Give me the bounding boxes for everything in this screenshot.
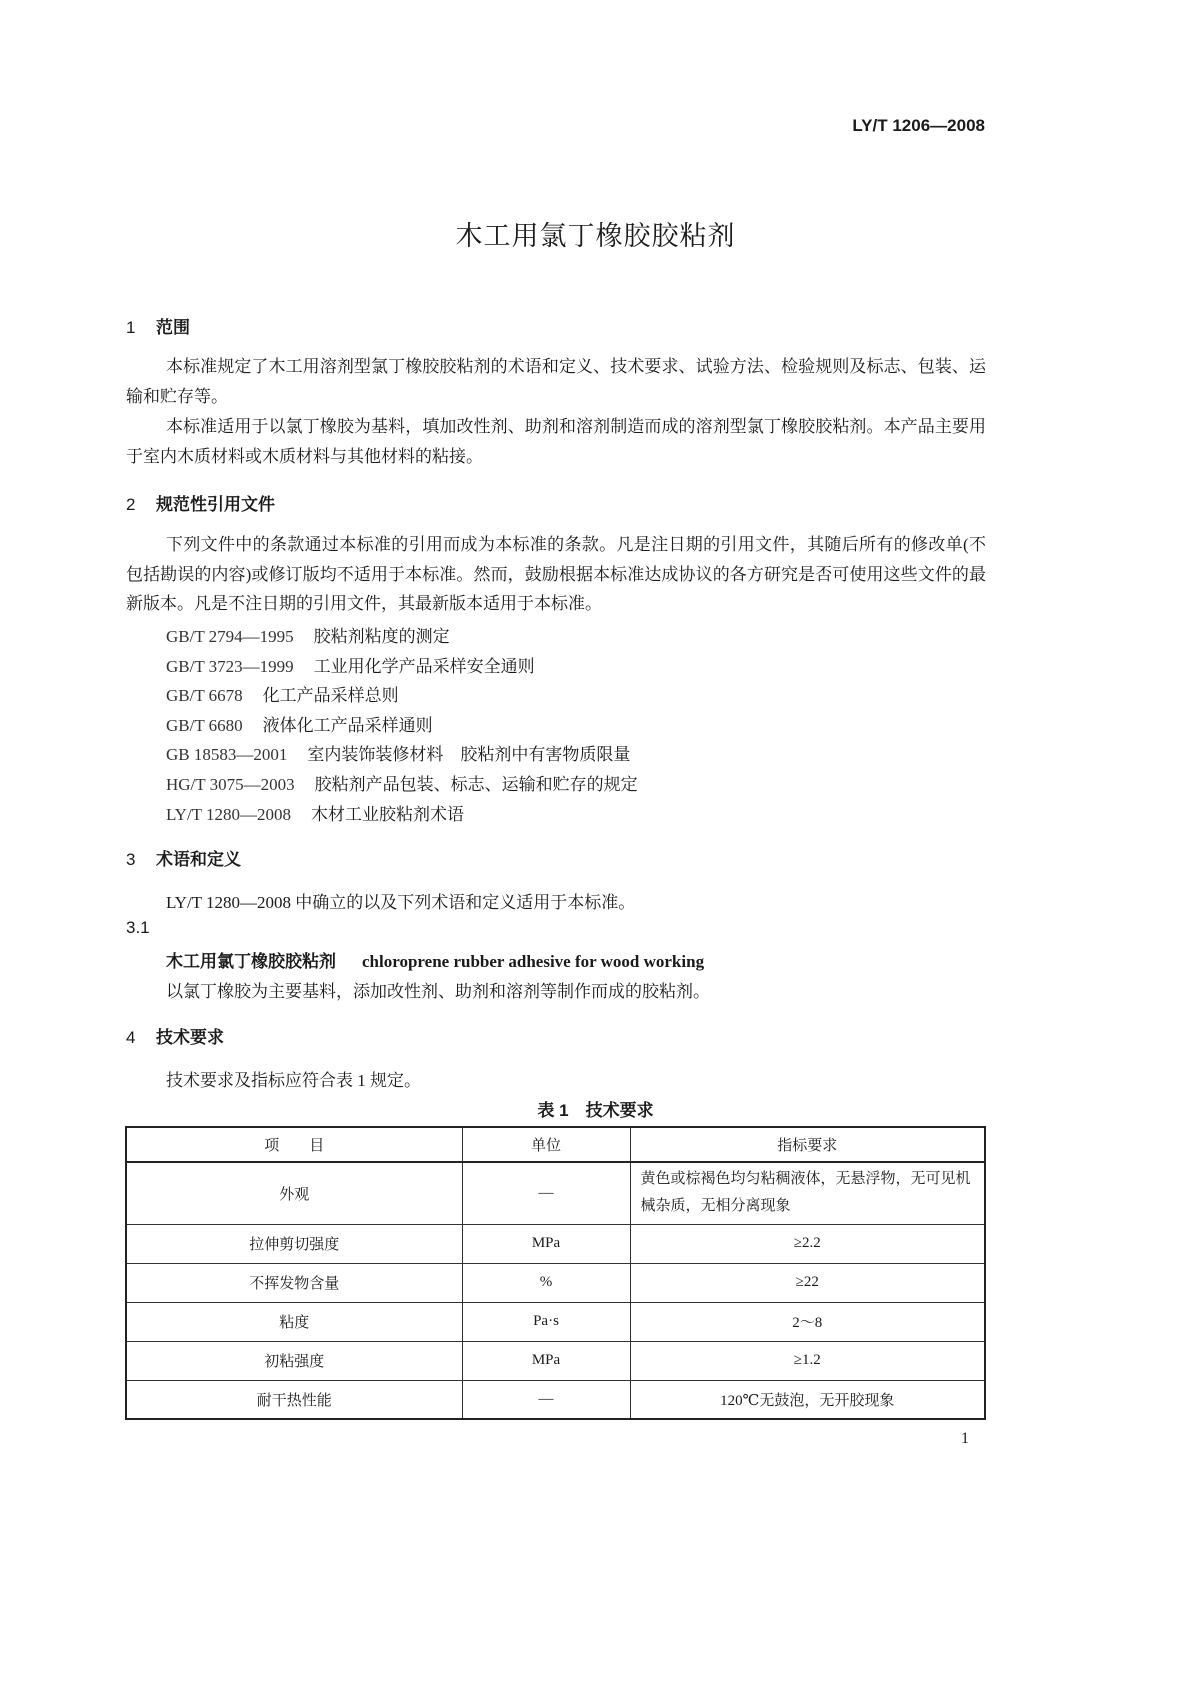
table-row: [126, 1263, 985, 1302]
cell: —: [462, 1162, 630, 1224]
section-title: 技术要求: [156, 1028, 224, 1047]
cell: 拉伸剪切强度: [126, 1224, 462, 1263]
table-row: [126, 1302, 985, 1341]
reference-code: GB/T 6678: [166, 686, 243, 705]
section-4-heading: [126, 1023, 224, 1048]
table-caption: 表 1 技术要求: [537, 1101, 654, 1120]
cell: 粘度: [126, 1302, 462, 1341]
standard-code: LY/T 1206—2008: [852, 116, 985, 135]
section-2-heading: [126, 490, 275, 515]
reference-name: 胶粘剂产品包装、标志、运输和贮存的规定: [314, 775, 638, 794]
cell: 初粘强度: [126, 1341, 462, 1380]
reference-code: GB/T 2794—1995: [166, 627, 294, 646]
cell: ≥2.2: [630, 1224, 985, 1263]
reference-item: [166, 711, 433, 736]
reference-name: 液体化工产品采样通则: [262, 716, 433, 735]
reference-item: [166, 652, 535, 677]
cell: ≥22: [630, 1263, 985, 1302]
reference-code: LY/T 1280—2008: [166, 805, 292, 824]
section-title: 规范性引用文件: [156, 495, 275, 514]
term-definition: 以氯丁橡胶为主要基料，添加改性剂、助剂和溶剂等制作而成的胶粘剂。: [166, 982, 710, 1001]
cell: 不挥发物含量: [126, 1263, 462, 1302]
table-row: [126, 1341, 985, 1380]
paragraph: 下列文件中的条款通过本标准的引用而成为本标准的条款。凡是注日期的引用文件，其随后所有的修改单(不包括勘误的内容)或修订版均不适用于本标准。然而，鼓励根据本标准达成协议的各方研究是否可使用这些文件的最新版本。凡是不注日期的引用文件，其最新版本适用于本标准。: [126, 535, 986, 613]
cell: MPa: [462, 1224, 630, 1263]
document-title: 木工用氯丁橡胶胶粘剂: [455, 221, 736, 251]
section-number: 2: [126, 495, 136, 514]
cell: 耐干热性能: [126, 1380, 462, 1419]
reference-name: 工业用化学产品采样安全通则: [313, 657, 535, 676]
reference-item: [166, 740, 630, 765]
reference-name: 木材工业胶粘剂术语: [311, 805, 465, 824]
table-row: [126, 1162, 985, 1224]
table-header-row: [126, 1127, 985, 1162]
reference-item: [166, 622, 450, 647]
cell: ≥1.2: [630, 1341, 985, 1380]
page-number: 1: [961, 1430, 969, 1447]
term-zh: 木工用氯丁橡胶胶粘剂: [166, 952, 336, 971]
cell: MPa: [462, 1341, 630, 1380]
paragraph: LY/T 1280—2008 中确立的以及下列术语和定义适用于本标准。: [166, 893, 636, 912]
cell: 2～8: [630, 1302, 985, 1341]
table-row: [126, 1224, 985, 1263]
term-en: chloroprene rubber adhesive for wood working: [362, 952, 705, 971]
term: [166, 947, 704, 972]
cell: 外观: [126, 1162, 462, 1224]
section-number: 4: [126, 1028, 136, 1047]
header-cell: 单位: [462, 1127, 630, 1162]
section-title: 术语和定义: [156, 850, 241, 869]
subsection-number: 3.1: [126, 918, 150, 937]
reference-item: [166, 770, 638, 795]
reference-name: 室内装饰装修材料 胶粘剂中有害物质限量: [307, 745, 631, 764]
reference-item: [166, 800, 464, 825]
cell: %: [462, 1263, 630, 1302]
paragraph: 本标准规定了木工用溶剂型氯丁橡胶胶粘剂的术语和定义、技术要求、试验方法、检验规则及标志、包装、运输和贮存等。: [126, 357, 986, 406]
reference-code: GB/T 3723—1999: [166, 657, 294, 676]
paragraph: 本标准适用于以氯丁橡胶为基料，填加改性剂、助剂和溶剂制造而成的溶剂型氯丁橡胶胶粘剂。本产品主要用于室内木质材料或木质材料与其他材料的粘接。: [126, 417, 986, 466]
section-1-heading: [126, 313, 190, 338]
paragraph: 技术要求及指标应符合表 1 规定。: [166, 1071, 421, 1090]
section-number: 1: [126, 318, 136, 337]
cell: Pa·s: [462, 1302, 630, 1341]
cell: —: [462, 1380, 630, 1419]
reference-code: HG/T 3075—2003: [166, 775, 295, 794]
table-row: [126, 1380, 985, 1419]
reference-name: 化工产品采样总则: [262, 686, 399, 705]
section-3-heading: [126, 845, 241, 870]
reference-code: GB/T 6680: [166, 716, 243, 735]
requirements-table: [125, 1126, 986, 1420]
reference-code: GB 18583—2001: [166, 745, 288, 764]
cell: 120℃无鼓泡，无开胶现象: [630, 1380, 985, 1419]
header-cell: 指标要求: [630, 1127, 985, 1162]
section-number: 3: [126, 850, 136, 869]
reference-name: 胶粘剂粘度的测定: [313, 627, 450, 646]
section-title: 范围: [156, 318, 190, 337]
reference-item: [166, 681, 399, 706]
cell: 黄色或棕褐色均匀粘稠液体，无悬浮物，无可见机械杂质，无相分离现象: [630, 1162, 985, 1224]
header-cell: 项 目: [126, 1127, 462, 1162]
